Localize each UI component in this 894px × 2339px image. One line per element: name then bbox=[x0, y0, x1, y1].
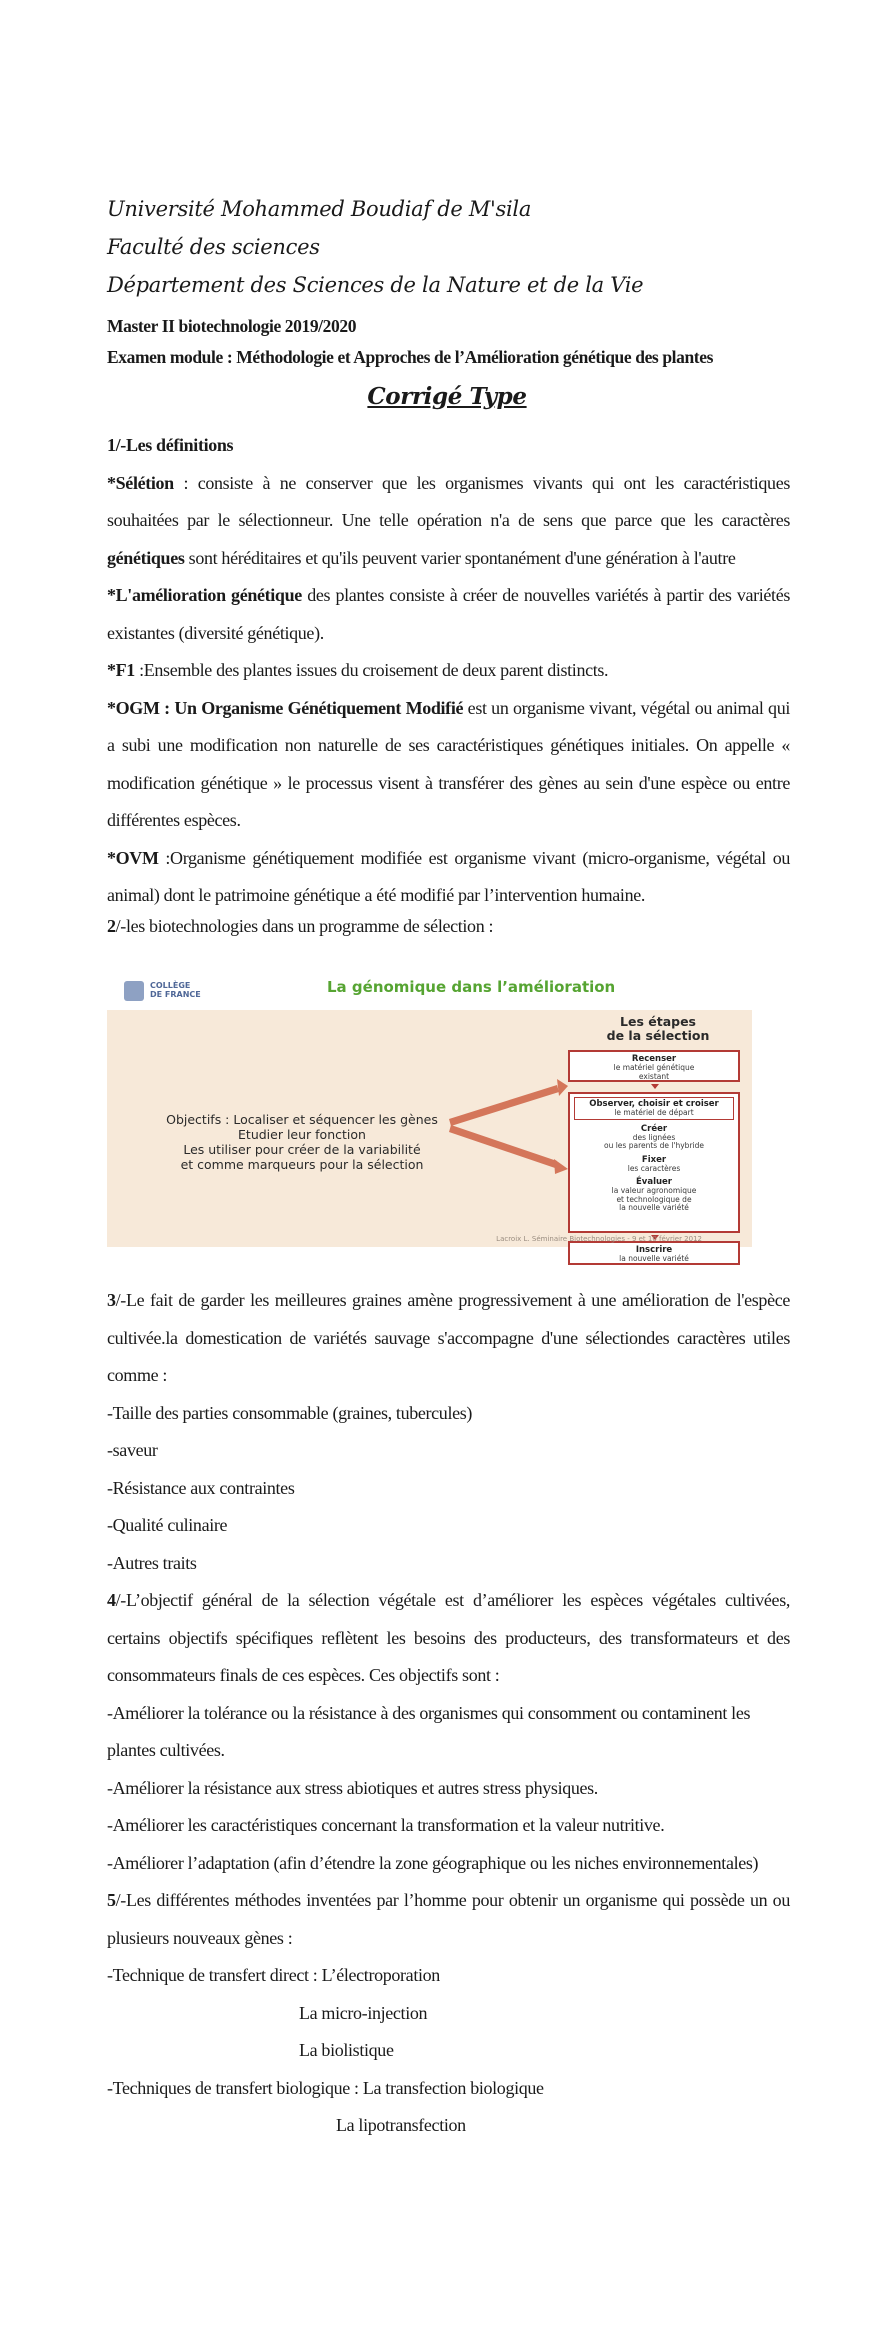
list-item: -saveur bbox=[107, 1440, 158, 1460]
list-item: -Améliorer la résistance aux stress abiotiques et autres stress physiques. bbox=[107, 1777, 598, 1798]
selection-steps bbox=[563, 1010, 755, 1263]
objective-line: Objectifs : Localiser et séquencer les gènes bbox=[166, 1112, 438, 1127]
list-item: -Techniques de transfert biologique : La transfection biologique bbox=[107, 2077, 544, 2098]
list-item: -Technique de transfert direct : L’électroporation bbox=[107, 1965, 440, 1985]
section-objectives bbox=[107, 1582, 790, 2145]
list-item: -Améliorer la tolérance ou la résistance à des organismes qui consomment ou contaminent les plantes cultivées. bbox=[107, 1702, 751, 1760]
definition-f1 bbox=[107, 652, 790, 690]
selection-genomics-figure bbox=[107, 967, 752, 1263]
section-3-text bbox=[107, 1282, 790, 1395]
faculty-name: Faculté des sciences bbox=[107, 235, 320, 259]
step-group: Observer, choisir et croiser le matériel de départ Créer des lignées ou les parents de l'hybride Fixer les caractères Évaluer la valeur agronomique et technologique de la nouvelle variété bbox=[568, 1092, 740, 1233]
figure-objectives bbox=[137, 1112, 467, 1172]
question-number: 2 bbox=[107, 916, 116, 936]
definition-amelioration bbox=[107, 577, 790, 652]
list-item: -Résistance aux contraintes bbox=[107, 1477, 295, 1498]
steps-title: Les étapes de la sélection bbox=[606, 1014, 710, 1043]
question-number: 3 bbox=[107, 1290, 116, 1310]
step-recenser: Recenser le matériel génétique existant bbox=[568, 1050, 740, 1082]
definition-text: est un organisme vivant, végétal ou animal qui a subi une modification non naturelle de ses caractéristiques génétiques initiales. On appelle « modification génétique » le processus visent à transférer des gènes au sein d'une espèce ou entre différentes espèces. bbox=[107, 697, 790, 830]
objective-line: Les utiliser pour créer de la variabilité bbox=[183, 1142, 421, 1157]
list-item: -Améliorer les caractéristiques concernant la transformation et la valeur nutritive. bbox=[107, 1815, 665, 1835]
objective-line: et comme marqueurs pour la sélection bbox=[180, 1157, 424, 1172]
definition-text: sont héréditaires et qu'ils peuvent varier spontanément d'une génération à l'autre bbox=[184, 547, 736, 568]
definition-term: *L'amélioration génétique bbox=[107, 585, 302, 605]
definition-selection bbox=[107, 465, 790, 578]
chevron-down-icon bbox=[651, 1084, 659, 1089]
figure-title: La génomique dans l’amélioration bbox=[327, 978, 616, 996]
question-number: 4 bbox=[107, 1590, 116, 1610]
figure-footer: Lacroix L. Séminaire Biotechnologies - 9 et 10 février 2012 bbox=[496, 1235, 702, 1243]
exam-line: Examen module : Méthodologie et Approches de l’Amélioration génétique des plantes bbox=[107, 347, 714, 367]
step-inscrire: Inscrire la nouvelle variété bbox=[568, 1241, 740, 1265]
list-item: La micro-injection bbox=[299, 2002, 428, 2023]
question-text: /-les biotechnologies dans un programme de sélection : bbox=[115, 916, 494, 936]
section-2-heading bbox=[107, 908, 790, 946]
bold-word: génétiques bbox=[107, 547, 185, 568]
question-text: /-L’objectif général de la sélection végétale est d’améliorer les espèces végétales cultivées, certains objectifs spécifiques reflètent les besoins des producteurs, des transformateurs et des consommateurs finals de ces espèces. Ces objectifs sont : bbox=[107, 1590, 790, 1685]
definition-text: des plantes consiste à créer de nouvelles variétés à partir des variétés existantes (diversité génétique). bbox=[107, 585, 790, 643]
section-definitions bbox=[107, 427, 790, 915]
list-item: -Qualité culinaire bbox=[107, 1515, 228, 1535]
university-name: Université Mohammed Boudiaf de M'sila bbox=[107, 197, 532, 221]
section-5-text bbox=[107, 1882, 790, 1957]
definition-ogm bbox=[107, 690, 790, 840]
list-item: -Améliorer l’adaptation (afin d’étendre la zone géographique ou les niches environnementales) bbox=[107, 1852, 759, 1873]
question-number: 5 bbox=[107, 1890, 116, 1910]
definition-term: *Sélétion bbox=[107, 472, 174, 493]
section-domestication bbox=[107, 1282, 790, 1582]
definition-term: *F1 bbox=[107, 660, 135, 680]
definition-text: :Organisme génétiquement modifiée est organisme vivant (micro-organisme, végétal ou animal) dont le patrimoine génétique a été modifié par l’intervention humaine. bbox=[107, 847, 790, 905]
question-text: /-Le fait de garder les meilleures graines amène progressivement à une amélioration de l'espèce cultivée.la domestication de variétés sauvage s'accompagne d'une sélectiondes caractères utiles comme : bbox=[107, 1290, 790, 1385]
definition-term: *OGM : Un Organisme Génétiquement Modifié bbox=[107, 697, 464, 718]
section-biotech bbox=[107, 908, 790, 946]
list-item: La lipotransfection bbox=[336, 2115, 466, 2135]
definition-term: *OVM bbox=[107, 847, 159, 868]
logo-line-1: COLLÈGE bbox=[150, 981, 191, 990]
master-line: Master II biotechnologie 2019/2020 bbox=[107, 316, 357, 336]
definition-text: : consiste à ne conserver que les organismes vivants qui ont les caractéristiques souhaitées par le sélectionneur. Une telle opération n'a de sens que parce que les caractères bbox=[107, 472, 790, 530]
list-item: -Autres traits bbox=[107, 1552, 197, 1573]
definition-text: :Ensemble des plantes issues du croisement de deux parent distincts. bbox=[134, 660, 609, 680]
section-1-heading: 1/-Les définitions bbox=[107, 435, 234, 455]
page-title: Corrigé Type bbox=[367, 383, 527, 410]
department-name: Département des Sciences de la Nature et de la Vie bbox=[107, 273, 644, 297]
question-text: /-Les différentes méthodes inventées par l’homme pour obtenir un organisme qui possède un ou plusieurs nouveaux gènes : bbox=[107, 1890, 790, 1948]
list-item: -Taille des parties consommable (graines, tubercules) bbox=[107, 1402, 473, 1423]
logo-line-2: DE FRANCE bbox=[150, 990, 201, 999]
definition-ovm bbox=[107, 840, 790, 915]
section-4-text bbox=[107, 1582, 790, 1695]
list-item: La biolistique bbox=[299, 2040, 394, 2060]
objective-line: Etudier leur fonction bbox=[238, 1127, 366, 1142]
